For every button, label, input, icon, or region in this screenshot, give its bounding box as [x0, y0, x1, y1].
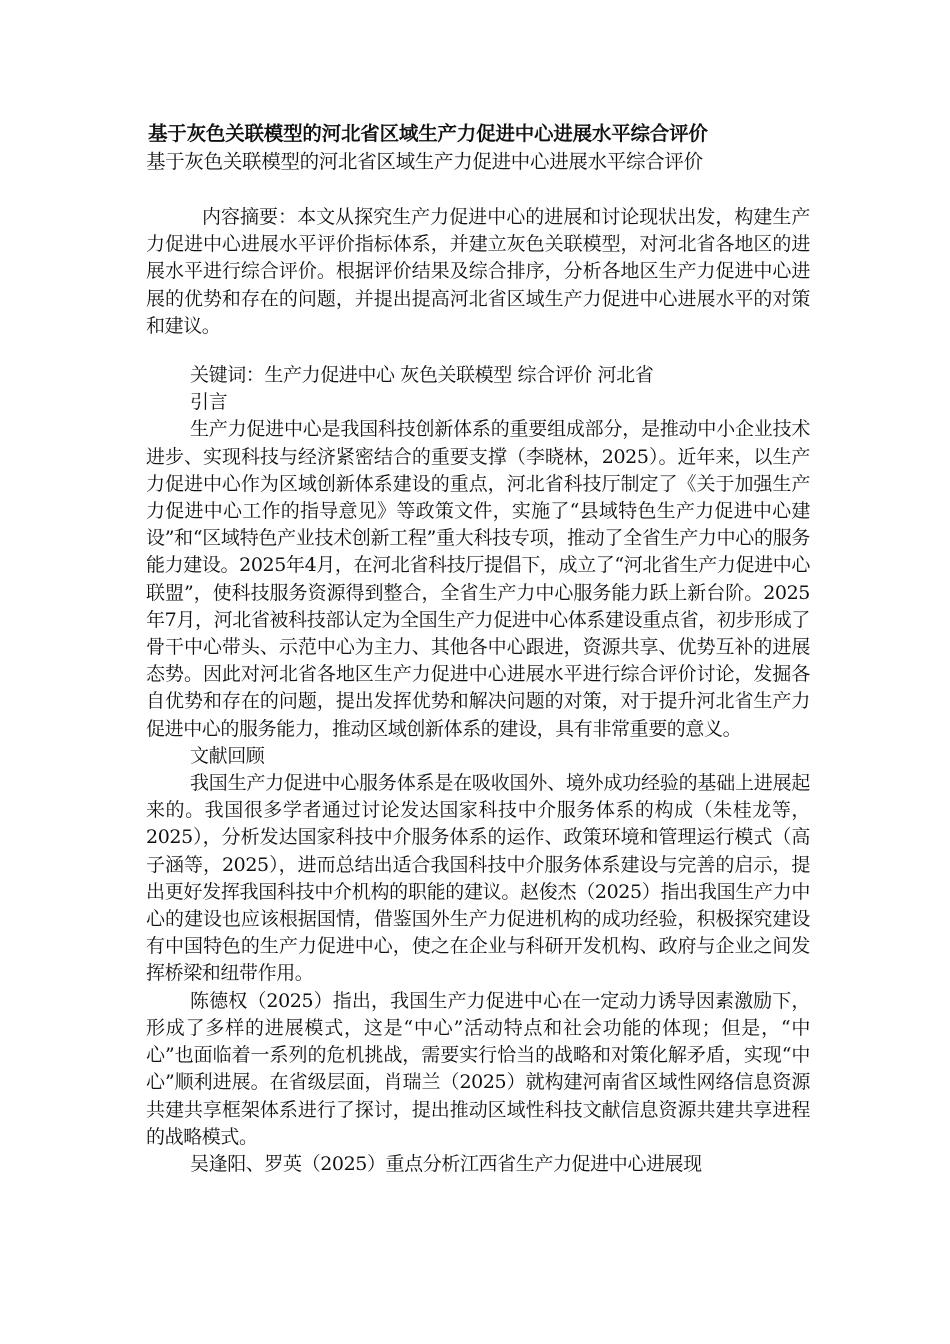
review-paragraph-3: 吴逢阳、罗英（2025）重点分析江西省生产力促进中心进展现: [190, 1152, 702, 1175]
section-heading-review: 文献回顾: [190, 744, 265, 767]
section-heading-intro: 引言: [190, 391, 228, 414]
keywords-line: 关键词：生产力促进中心 灰色关联模型 综合评价 河北省: [190, 364, 654, 387]
document-body: [146, 204, 810, 1178]
document-title-bold: 基于灰色关联模型的河北省区域生产力促进中心进展水平综合评价: [148, 122, 708, 145]
spacer: [146, 340, 810, 362]
document-title-plain: 基于灰色关联模型的河北省区域生产力促进中心进展水平综合评价: [146, 150, 703, 173]
abstract-paragraph: 内容摘要：本文从探究生产力促进中心的进展和讨论现状出发，构建生产力促进中心进展水平评价指标体系，并建立灰色关联模型，对河北省各地区的进展水平进行综合评价。根据评价结果及综合排序，分析各地区生产力促进中心进展的优势和存在的问题，并提出提高河北省区域生产力促进中心进展水平的对策和建议。: [146, 206, 810, 337]
review-paragraph-2: 陈德权（2025）指出，我国生产力促进中心在一定动力诱导因素激励下，形成了多样的进展模式，这是“中心”活动特点和社会功能的体现；但是，“中心”也面临着一系列的危机挑战，需要实行恰当的战略和对策化解矛盾，实现“中心”顺利进展。在省级层面，肖瑞兰（2025）就构建河南省区域性网络信息资源共建共享框架体系进行了探讨，提出推动区域性科技文献信息资源共建共享进程的战略模式。: [146, 989, 810, 1148]
intro-paragraph: 生产力促进中心是我国科技创新体系的重要组成部分，是推动中小企业技术进步、实现科技与经济紧密结合的重要支撑（李晓林，2025）。近年来，以生产力促进中心作为区域创新体系建设的重点，河北省科技厅制定了《关于加强生产力促进中心工作的指导意见》等政策文件，实施了“县域特色生产力促进中心建设”和“区域特色产业技术创新工程”重大科技专项，推动了全省生产力中心的服务能力建设。2025年4月，在河北省科技厅提倡下，成立了“河北省生产力促进中心联盟”，使科技服务资源得到整合，全省生产力中心服务能力跃上新台阶。2025年7月，河北省被科技部认定为全国生产力促进中心体系建设重点省，初步形成了骨干中心带头、示范中心为主力、其他各中心跟进，资源共享、优势互补的进展态势。因此对河北省各地区生产力促进中心进展水平进行综合评价讨论，发掘各自优势和存在的问题，提出发挥优势和解决问题的对策，对于提升河北省生产力促进中心的服务能力，推动区域创新体系的建设，具有非常重要的意义。: [146, 418, 810, 740]
review-paragraph-1: 我国生产力促进中心服务体系是在吸收国外、境外成功经验的基础上进展起来的。我国很多学者通过讨论发达国家科技中介服务体系的构成（朱桂龙等，2025），分析发达国家科技中介服务体系的运作、政策环境和管理运行模式（高子涵等，2025），进而总结出适合我国科技中介服务体系建设与完善的启示，提出更好发挥我国科技中介机构的职能的建议。赵俊杰（2025）指出我国生产力中心的建设也应该根据国情，借鉴国外生产力促进机构的成功经验，积极探究建设有中国特色的生产力促进中心，使之在企业与科研开发机构、政府与企业之间发挥桥梁和纽带作用。: [146, 772, 810, 985]
